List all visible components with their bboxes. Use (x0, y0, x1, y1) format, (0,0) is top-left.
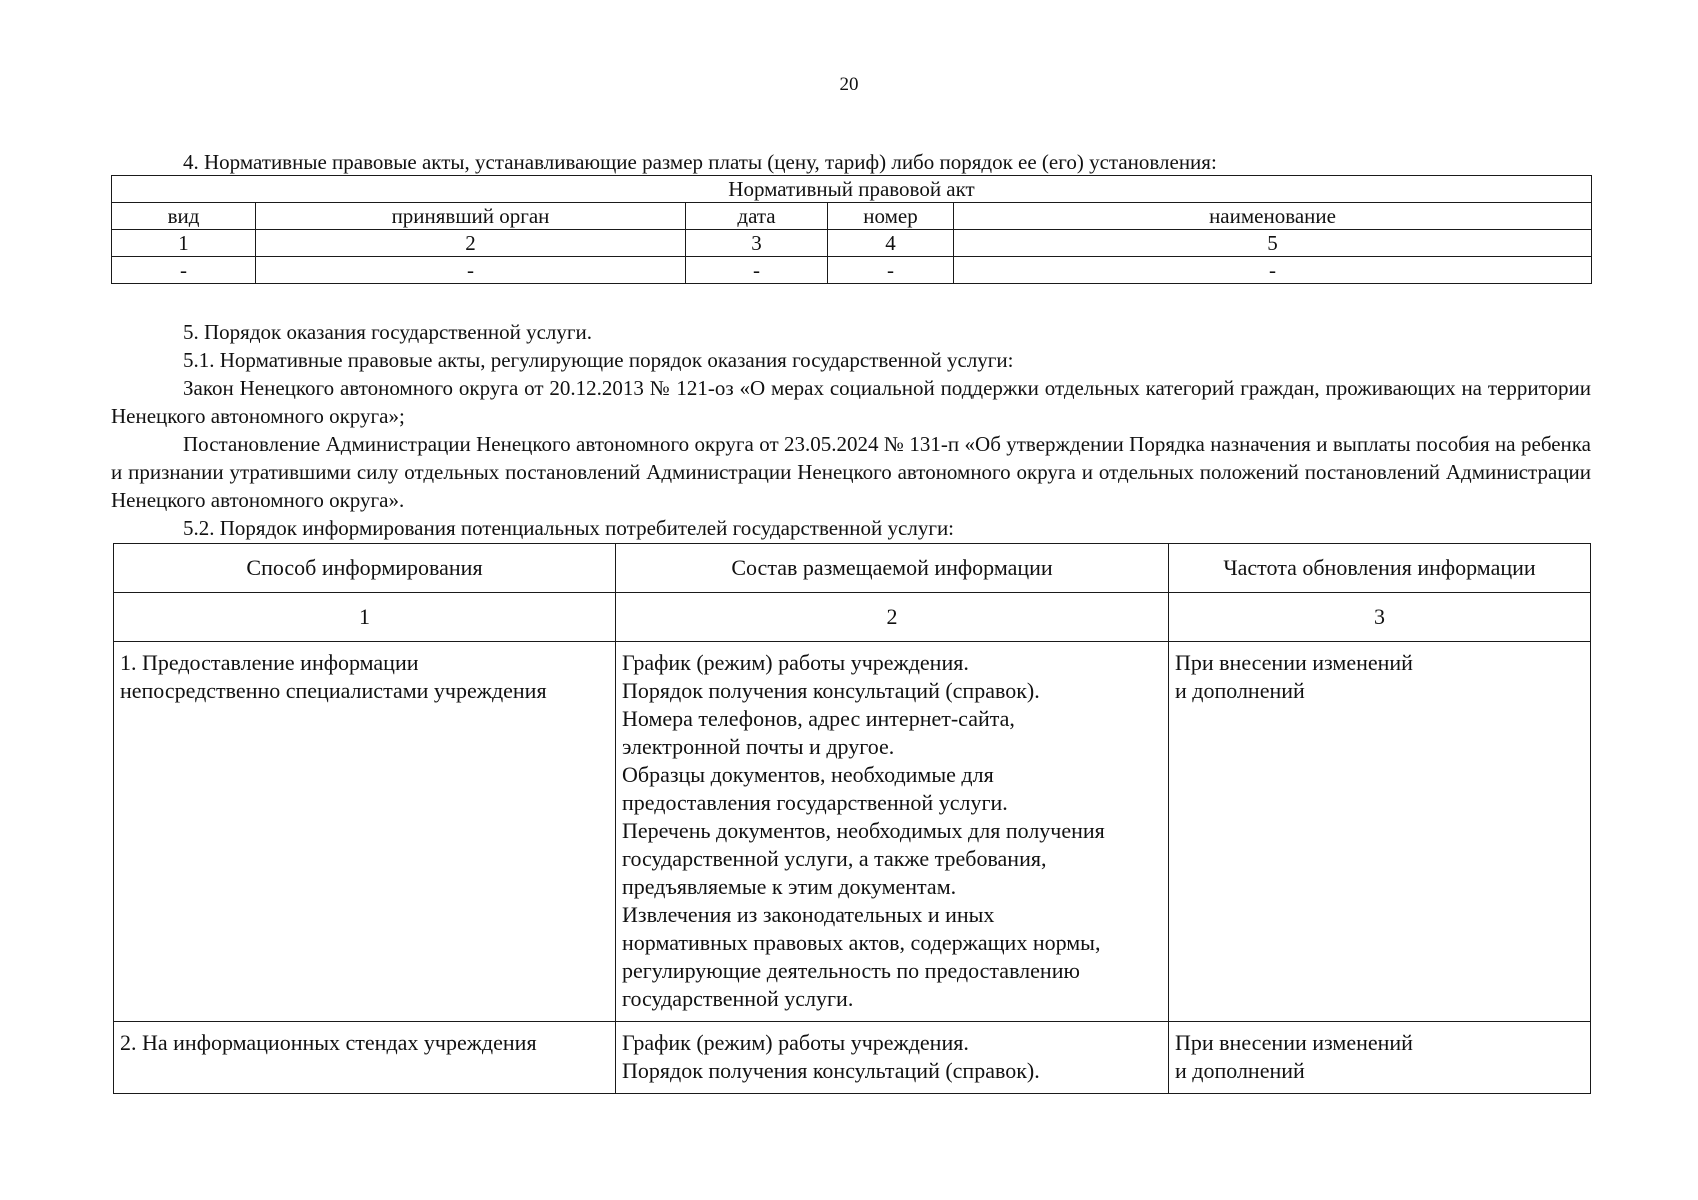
cell-line: Образцы документов, необходимые для (622, 762, 994, 787)
cell-line: При внесении изменений (1175, 1030, 1413, 1055)
column-number: 1 (114, 593, 616, 642)
table-row (112, 257, 1592, 284)
column-number: 5 (954, 230, 1592, 257)
table-row (114, 642, 1591, 1022)
column-number: 3 (686, 230, 828, 257)
cell-line: График (режим) работы учреждения. (622, 650, 969, 675)
table-cell: - (828, 257, 954, 284)
column-header: вид (112, 203, 256, 230)
cell-line: и дополнений (1175, 678, 1305, 703)
method-cell (114, 1022, 616, 1094)
cell-line: При внесении изменений (1175, 650, 1413, 675)
frequency-cell (1169, 642, 1591, 1022)
cell-line: электронной почты и другое. (622, 734, 895, 759)
column-header: Состав размещаемой информации (616, 544, 1169, 593)
cell-line: Порядок получения консультаций (справок). (622, 1058, 1040, 1083)
column-number: 3 (1169, 593, 1591, 642)
cell-line: 2. На информационных стендах учреждения (120, 1030, 537, 1055)
column-number: 2 (616, 593, 1169, 642)
table-header-row (114, 544, 1591, 593)
information-table (113, 543, 1591, 1094)
cell-line: Номера телефонов, адрес интернет-сайта, (622, 706, 1015, 731)
cell-line: государственной услуги. (622, 986, 854, 1011)
cell-line: Перечень документов, необходимых для получения (622, 818, 1105, 843)
law-paragraph-1: Закон Ненецкого автономного округа от 20.12.2013 № 121-оз «О мерах социальной поддержки отдельных категорий граждан, проживающих на территории Ненецкого автономного округа»; (111, 376, 1591, 428)
cell-line: нормативных правовых актов, содержащих нормы, (622, 930, 1101, 955)
section-5-2-heading: 5.2. Порядок информирования потенциальных потребителей государственной услуги: (183, 516, 955, 540)
cell-line: График (режим) работы учреждения. (622, 1030, 969, 1055)
law-paragraph-2: Постановление Администрации Ненецкого автономного округа от 23.05.2024 № 131-п «Об утверждении Порядка назначения и выплаты пособия на ребенка и признании утратившими силу отдельных постановлений Администрации Ненецкого автономного округа и отдельных положений постановлений Администрации Ненецкого автономного округа». (111, 432, 1591, 512)
cell-line: 1. Предоставление информации (120, 650, 419, 675)
column-number: 1 (112, 230, 256, 257)
cell-line: Извлечения из законодательных и иных (622, 902, 995, 927)
column-number: 4 (828, 230, 954, 257)
cell-line: Порядок получения консультаций (справок). (622, 678, 1040, 703)
column-number: 2 (256, 230, 686, 257)
cell-line: предъявляемые к этим документам. (622, 874, 957, 899)
cell-line: непосредственно специалистами учреждения (120, 678, 547, 703)
cell-line: и дополнений (1175, 1058, 1305, 1083)
column-number-row (112, 230, 1592, 257)
legal-acts-table (111, 175, 1592, 284)
table-cell: - (686, 257, 828, 284)
cell-line: предоставления государственной услуги. (622, 790, 1008, 815)
page-number: 20 (839, 74, 859, 95)
content-cell (616, 642, 1169, 1022)
table-caption: Нормативный правовой акт (112, 176, 1592, 203)
table-cell: - (112, 257, 256, 284)
content-cell (616, 1022, 1169, 1094)
column-header: номер (828, 203, 954, 230)
column-header: дата (686, 203, 828, 230)
section-5-heading: 5. Порядок оказания государственной услуги. (183, 320, 592, 344)
column-number-row (114, 593, 1591, 642)
table-row (114, 1022, 1591, 1094)
table-header-row (112, 203, 1592, 230)
table-caption-row (112, 176, 1592, 203)
cell-line: регулирующие деятельность по предоставлению (622, 958, 1080, 983)
column-header: наименование (954, 203, 1592, 230)
method-cell (114, 642, 616, 1022)
table-cell: - (954, 257, 1592, 284)
column-header: Способ информирования (114, 544, 616, 593)
column-header: Частота обновления информации (1169, 544, 1591, 593)
table-cell: - (256, 257, 686, 284)
column-header: принявший орган (256, 203, 686, 230)
frequency-cell (1169, 1022, 1591, 1094)
section-4-heading: 4. Нормативные правовые акты, устанавливающие размер платы (цену, тариф) либо порядок ее (его) установления: (183, 150, 1217, 174)
section-5-1-heading: 5.1. Нормативные правовые акты, регулирующие порядок оказания государственной услуги: (183, 348, 1014, 372)
cell-line: государственной услуги, а также требования, (622, 846, 1047, 871)
